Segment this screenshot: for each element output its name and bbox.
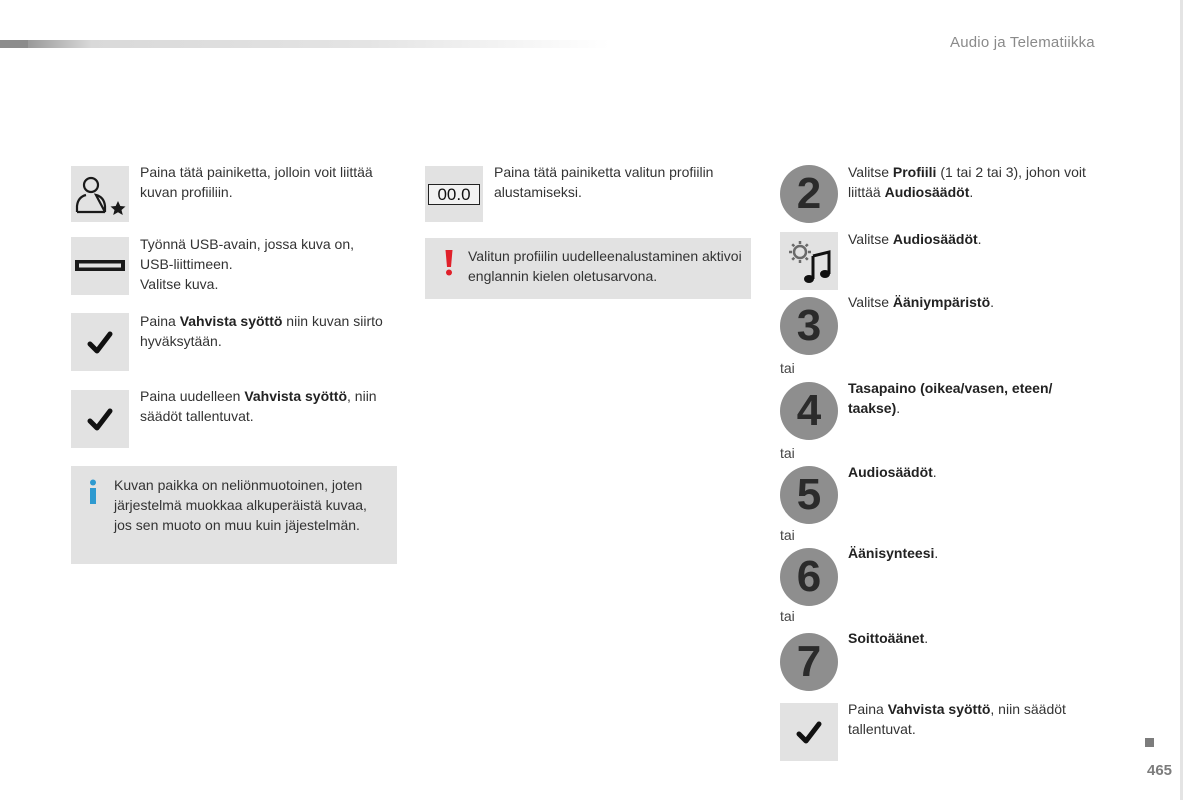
text-bold: Vahvista syöttö [179, 313, 283, 329]
text-post: . [990, 294, 995, 310]
text-post: . [896, 400, 901, 416]
section-title: Audio ja Telematiikka [950, 34, 1095, 51]
step-number-5: 5 [780, 466, 838, 524]
header-bar [0, 40, 610, 48]
text-pre: Paina [848, 701, 888, 717]
confirm-icon-box-3 [780, 703, 838, 761]
info-note [71, 466, 397, 564]
usb-text-line3: Valitse kuva. [140, 276, 219, 292]
text-bold: Ääniympäristö [892, 294, 991, 310]
reset-value-display: 00.0 [428, 184, 480, 205]
usb-text [140, 234, 390, 294]
text-post: . [932, 464, 937, 480]
text-bold: Audiosäädöt [892, 231, 978, 247]
text-post: , niin säädöt tallentuvat. [848, 701, 1066, 737]
text-pre: Valitse [848, 231, 893, 247]
usb-slot-icon [71, 237, 129, 295]
add-photo-text: Paina tätä painiketta, jolloin voit liittää kuvan profiiliin. [140, 164, 373, 200]
reset-button-box [425, 166, 483, 222]
checkmark-icon [71, 313, 129, 371]
page-edge-rule [1180, 0, 1183, 800]
text-bold: Profiili [892, 164, 937, 180]
or-label: tai [780, 445, 795, 461]
checkmark-icon [780, 703, 838, 761]
page-marker [1145, 738, 1154, 747]
confirm-icon-box-2 [71, 390, 129, 448]
info-icon [87, 479, 99, 505]
step-number-6: 6 [780, 548, 838, 606]
confirm-final-text [848, 699, 1098, 739]
gear-music-icon [780, 232, 838, 290]
step3-text [848, 292, 1103, 312]
text-post: . [977, 231, 982, 247]
or-label: tai [780, 608, 795, 624]
text-pre: Valitse [848, 164, 893, 180]
page-number: 465 [1147, 762, 1173, 779]
step-number-3: 3 [780, 297, 838, 355]
step-number-7: 7 [780, 633, 838, 691]
usb-text-line1: Työnnä USB-avain, jossa kuva on, [140, 236, 355, 252]
text-bold: Audiosäädöt [884, 184, 970, 200]
audio-settings-icon-box [780, 232, 838, 290]
text-pre: Paina uudelleen [140, 388, 245, 404]
text-bold: Audiosäädöt [848, 464, 933, 480]
step6-text [848, 543, 1098, 563]
text-bold: Soittoäänet [848, 630, 925, 646]
usb-text-line2: USB-liittimeen. [140, 256, 233, 272]
warning-icon [444, 250, 454, 276]
step-number-4: 4 [780, 382, 838, 440]
text-post: . [934, 545, 939, 561]
text-bold: Äänisynteesi [848, 545, 935, 561]
text-mid: (1 tai 2 tai 3), johon voit liittää [848, 164, 1086, 200]
user-star-icon-box [71, 166, 129, 222]
header-bar-accent [0, 40, 28, 48]
text-bold: Vahvista syöttö [887, 701, 991, 717]
info-note-text: Kuvan paikka on neliönmuotoinen, joten järjestelmä muokkaa alkuperäistä kuvaa, jos sen muoto on muu kuin jäjestelmän. [114, 477, 367, 533]
text-post: . [924, 630, 929, 646]
warning-note [425, 238, 751, 299]
checkmark-icon [71, 390, 129, 448]
or-label: tai [780, 360, 795, 376]
confirm-save-text [140, 386, 385, 426]
text-pre: Valitse [848, 294, 893, 310]
text-bold: Vahvista syöttö [244, 388, 348, 404]
text-post: niin kuvan siirto hyväksytään. [140, 313, 383, 349]
audio-settings-text [848, 229, 1103, 249]
step-number-2: 2 [780, 165, 838, 223]
text-bold: Tasapaino (oikea/vasen, eteen/ taakse) [848, 380, 1053, 416]
text-post: , niin säädöt tallentuvat. [140, 388, 377, 424]
user-star-icon [71, 166, 129, 222]
confirm-transfer-text [140, 311, 385, 351]
step7-text [848, 628, 1098, 648]
warning-note-text: Valitun profiilin uudelleenalustaminen aktivoi englannin kielen oletusarvona. [468, 248, 742, 284]
step2-text [848, 162, 1103, 202]
step5-text [848, 462, 1098, 482]
reset-text: Paina tätä painiketta valitun profiilin alustamiseksi. [494, 164, 714, 200]
step4-text [848, 378, 1098, 418]
usb-slot-icon-box [71, 237, 129, 295]
or-label: tai [780, 527, 795, 543]
text-pre: Paina [140, 313, 180, 329]
confirm-icon-box-1 [71, 313, 129, 371]
text-post: . [969, 184, 974, 200]
